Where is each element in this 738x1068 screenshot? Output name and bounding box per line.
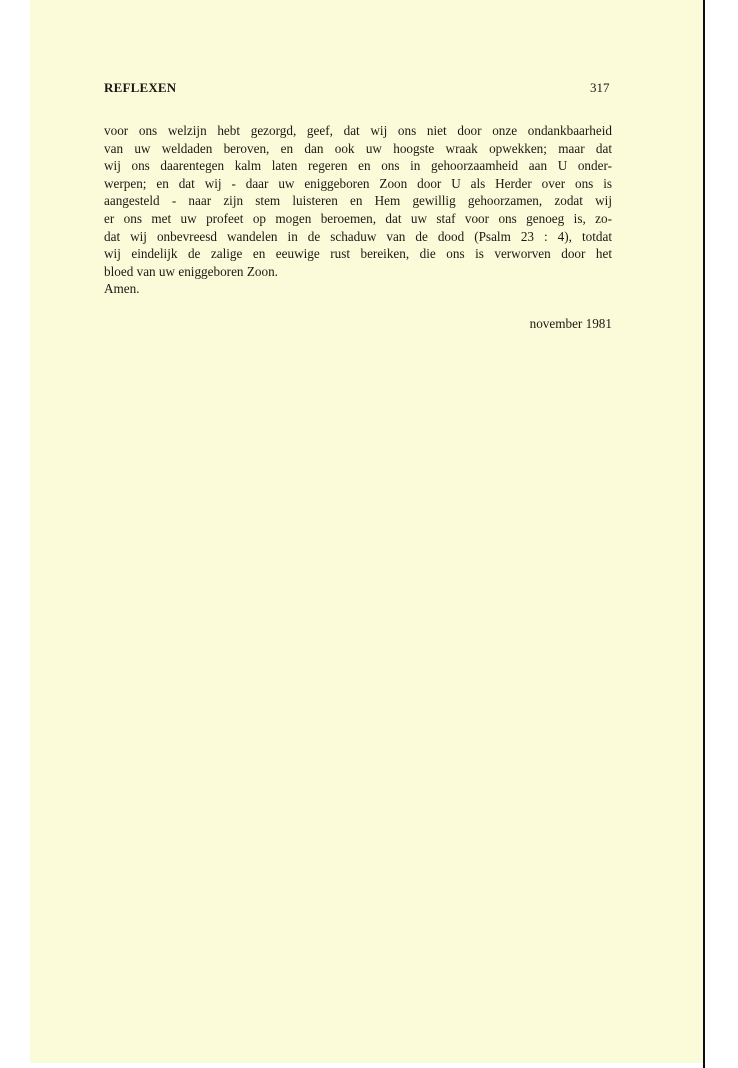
date-signature: november 1981 bbox=[529, 316, 612, 331]
page-number: 317 bbox=[590, 80, 610, 95]
running-head: REFLEXEN bbox=[104, 80, 177, 95]
document-page bbox=[30, 0, 703, 1063]
text-line: van uw weldaden beroven, en dan ook uw hoogste wraak opwekken; maar dat bbox=[104, 140, 612, 156]
page-edge-line bbox=[703, 0, 705, 1068]
text-line: wij ons daarentegen kalm laten regeren en ons in gehoorzaamheid aan U onder- bbox=[104, 158, 612, 174]
text-line: wij eindelijk de zalige en eeuwige rust bereiken, die ons is verworven door het bbox=[104, 246, 612, 262]
text-line: aangesteld - naar zijn stem luisteren en Hem gewillig gehoorzamen, zodat wij bbox=[104, 193, 612, 209]
text-line: werpen; en dat wij - daar uw eniggeboren Zoon door U als Herder over ons is bbox=[104, 175, 612, 191]
text-line: er ons met uw profeet op mogen beroemen, dat uw staf voor ons genoeg is, zo- bbox=[104, 210, 612, 226]
text-line: voor ons welzijn hebt gezorgd, geef, dat wij ons niet door onze ondankbaarheid bbox=[104, 123, 612, 138]
body-text bbox=[104, 122, 612, 298]
closing-amen: Amen. bbox=[104, 281, 140, 297]
text-line: bloed van uw eniggeboren Zoon. bbox=[104, 263, 278, 279]
text-line: dat wij onbevreesd wandelen in de schaduw van de dood (Psalm 23 : 4), totdat bbox=[104, 228, 612, 244]
